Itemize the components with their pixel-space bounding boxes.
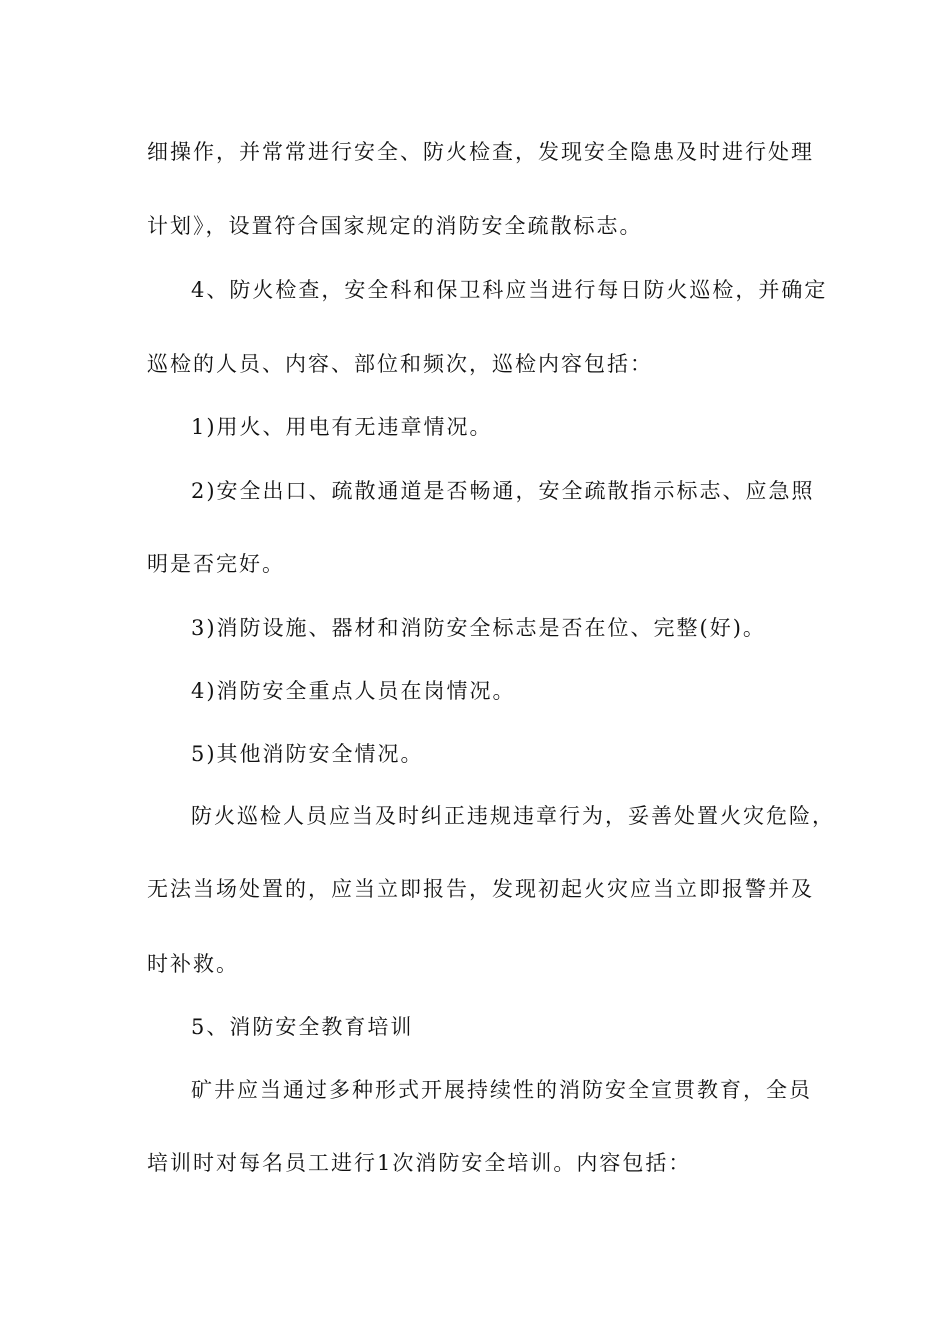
text-line: 细操作，并常常进行安全、防火检查，发现安全隐患及时进行处理 <box>147 140 814 164</box>
text-line: 培训时对每名员工进行1次消防安全培训。内容包括： <box>147 1151 692 1175</box>
text-line: 计划》，设置符合国家规定的消防安全疏散标志。 <box>147 214 643 238</box>
list-item: 5)其他消防安全情况。 <box>191 742 424 766</box>
text-line: 时补救。 <box>147 952 239 976</box>
list-item: 1)用火、用电有无违章情况。 <box>191 415 493 439</box>
text-line: 明是否完好。 <box>147 552 285 576</box>
text-line: 防火巡检人员应当及时纠正违规违章行为，妥善处置火灾危险， <box>191 804 835 828</box>
section-heading: 5、消防安全教育培训 <box>191 1015 414 1039</box>
list-item: 4)消防安全重点人员在岗情况。 <box>191 679 516 703</box>
text-line: 矿井应当通过多种形式开展持续性的消防安全宣贯教育，全员 <box>191 1078 812 1102</box>
text-line: 无法当场处置的，应当立即报告，发现初起火灾应当立即报警并及 <box>147 877 814 901</box>
text-line: 巡检的人员、内容、部位和频次，巡检内容包括： <box>147 352 653 376</box>
list-item: 3)消防设施、器材和消防安全标志是否在位、完整(好)。 <box>191 616 766 640</box>
text-line: 4、防火检查，安全科和保卫科应当进行每日防火巡检，并确定 <box>191 278 828 302</box>
list-item: 2)安全出口、疏散通道是否畅通，安全疏散指示标志、应急照 <box>191 479 815 503</box>
